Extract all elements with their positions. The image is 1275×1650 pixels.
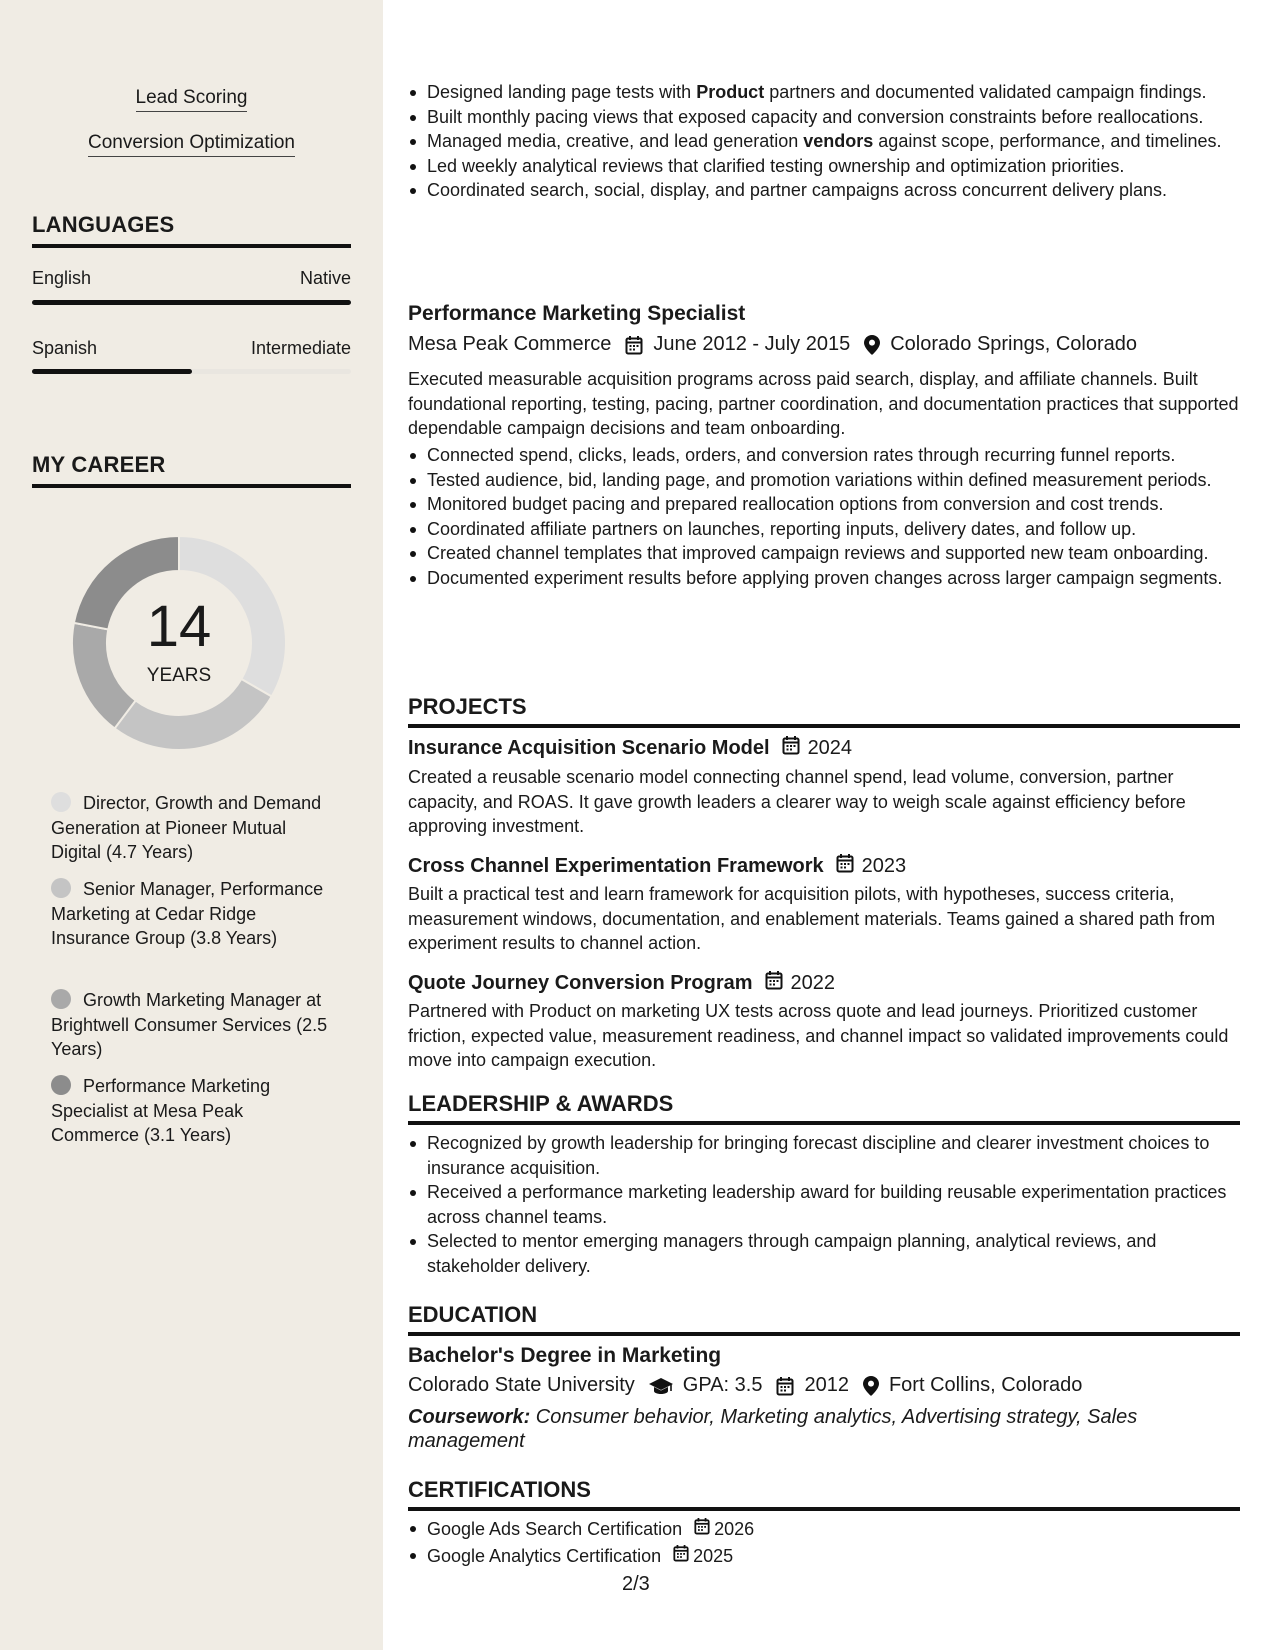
project-description: Built a practical test and learn framework for acquisition pilots, with hypotheses, success criteria, measurement windows, documentation, and enablement materials. Teams gained a shared path from experiment results to channel action. — [408, 884, 1216, 953]
bullet-item: Designed landing page tests with Product partners and documented validated campaign findings. — [408, 80, 1248, 105]
bullet-item: Built monthly pacing views that exposed capacity and conversion constraints before reallocations. — [408, 105, 1248, 130]
certification-year: 2025 — [693, 1546, 734, 1566]
career-total-years: 14 — [146, 594, 212, 659]
calendar-icon — [765, 970, 783, 996]
degree-title: Bachelor's Degree in Marketing — [408, 1344, 722, 1367]
bullet-item: Monitored budget pacing and prepared reallocation options from conversion and cost trends. — [408, 492, 1248, 517]
location-pin-icon — [864, 335, 880, 355]
project-description: Partnered with Product on marketing UX tests across quote and lead journeys. Prioritized customer friction, expected value, measurement readiness, and channel impact so validated improvements could move into campaign execution. — [408, 1001, 1229, 1070]
page-number: 2/3 — [622, 1573, 650, 1595]
job-title: Performance Marketing Specialist — [408, 302, 746, 325]
project-title: Quote Journey Conversion Program — [408, 971, 753, 994]
job-summary: Executed measurable acquisition programs across paid search, display, and affiliate channels. Built foundational reporting, testing, pacing, partner coordination, and documentation practices that supported dependable campaign decisions and team onboarding. — [408, 369, 1239, 438]
calendar-icon — [694, 1517, 710, 1542]
bullet-item: Created channel templates that improved campaign reviews and supported new team onboarding. — [408, 541, 1248, 566]
legend-swatch — [51, 989, 71, 1009]
certifications-heading: CERTIFICATIONS — [408, 1477, 1240, 1511]
education-heading: EDUCATION — [408, 1302, 1240, 1336]
certification-item — [408, 1544, 733, 1569]
job-company: Mesa Peak Commerce — [408, 333, 612, 355]
coursework-label: Coursework: — [408, 1406, 531, 1428]
career-legend-item: Director, Growth and Demand Generation at Pioneer Mutual Digital (4.7 Years) — [51, 793, 322, 862]
legend-swatch — [51, 792, 71, 812]
school-name: Colorado State University — [408, 1374, 635, 1396]
bullet-item: Coordinated affiliate partners on launches, reporting inputs, delivery dates, and follow up. — [408, 517, 1248, 542]
graduation-year: 2012 — [804, 1374, 849, 1396]
project-year: 2023 — [861, 854, 907, 877]
coursework-list: Consumer behavior, Marketing analytics, Advertising strategy, Sales management — [408, 1406, 1138, 1452]
certification-name: Google Analytics Certification — [427, 1546, 662, 1566]
language-proficiency-fill — [32, 300, 351, 305]
certification-item — [408, 1517, 754, 1542]
calendar-icon — [625, 335, 643, 355]
calendar-icon — [782, 735, 800, 761]
languages-heading: LANGUAGES — [32, 212, 351, 248]
bullet-item: Tested audience, bid, landing page, and promotion variations within defined measurement periods. — [408, 468, 1248, 493]
career-heading: MY CAREER — [32, 452, 351, 488]
career-legend-item: Growth Marketing Manager at Brightwell Consumer Services (2.5 Years) — [51, 990, 328, 1059]
bullet-item: Recognized by growth leadership for bringing forecast discipline and clearer investment choices to insurance acquisition. — [408, 1131, 1248, 1180]
bullet-item: Selected to mentor emerging managers through campaign planning, analytical reviews, and stakeholder delivery. — [408, 1229, 1248, 1278]
language-proficiency-bar — [32, 300, 351, 305]
project-year: 2022 — [790, 971, 836, 994]
language-name: English — [32, 268, 92, 288]
education-meta — [408, 1374, 1082, 1397]
project-description: Created a reusable scenario model connecting channel spend, lead volume, conversion, partner capacity, and ROAS. It gave growth leaders a clearer way to weigh scale against efficiency before approving investment. — [408, 767, 1186, 836]
bullet-item: Connected spend, clicks, leads, orders, and conversion rates through recurring funnel reports. — [408, 443, 1248, 468]
project-title-row — [408, 970, 835, 996]
graduation-cap-icon — [649, 1376, 673, 1396]
leadership-bullets — [408, 1131, 1248, 1278]
gpa: GPA: 3.5 — [682, 1374, 763, 1396]
skill-tag: Conversion Optimization — [0, 132, 383, 157]
coursework — [408, 1405, 1168, 1453]
sidebar — [0, 0, 383, 1650]
donut-segment — [115, 679, 272, 750]
legend-swatch — [51, 1075, 71, 1095]
calendar-icon — [673, 1544, 689, 1569]
language-proficiency-fill — [32, 369, 192, 374]
calendar-icon — [776, 1376, 794, 1396]
job-bullets — [408, 443, 1248, 590]
project-title: Insurance Acquisition Scenario Model — [408, 736, 770, 759]
certification-year: 2026 — [714, 1519, 755, 1539]
bullet-item: Led weekly analytical reviews that clarified testing ownership and optimization priorities. — [408, 154, 1248, 179]
language-level: Native — [299, 268, 351, 288]
job-dates: June 2012 - July 2015 — [653, 333, 851, 355]
language-level: Intermediate — [250, 338, 351, 358]
bullet-item: Coordinated search, social, display, and partner campaigns across concurrent delivery plans. — [408, 178, 1248, 203]
previous-job-bullets — [408, 80, 1248, 203]
project-title-row — [408, 853, 906, 879]
projects-heading: PROJECTS — [408, 694, 1240, 728]
language-name: Spanish — [32, 338, 98, 358]
calendar-icon — [836, 853, 854, 879]
career-legend-item: Performance Marketing Specialist at Mesa Peak Commerce (3.1 Years) — [51, 1076, 271, 1145]
career-years-label: YEARS — [146, 665, 212, 686]
legend-swatch — [51, 878, 71, 898]
language-row — [32, 268, 351, 289]
project-title-row — [408, 735, 852, 761]
job-meta — [408, 333, 1137, 356]
bullet-item: Received a performance marketing leadership award for building reusable experimentation practices across channel teams. — [408, 1180, 1248, 1229]
location-pin-icon — [863, 1376, 879, 1396]
language-row — [32, 338, 351, 359]
project-title: Cross Channel Experimentation Framework — [408, 854, 824, 877]
bullet-item: Managed media, creative, and lead generation vendors against scope, performance, and timelines. — [408, 129, 1248, 154]
project-year: 2024 — [807, 736, 853, 759]
bullet-item: Documented experiment results before applying proven changes across larger campaign segments. — [408, 566, 1248, 591]
certification-name: Google Ads Search Certification — [427, 1519, 683, 1539]
skill-tag: Lead Scoring — [0, 87, 383, 112]
job-location: Colorado Springs, Colorado — [890, 333, 1138, 355]
career-legend-item: Senior Manager, Performance Marketing at Cedar Ridge Insurance Group (3.8 Years) — [51, 879, 324, 948]
education-location: Fort Collins, Colorado — [888, 1374, 1083, 1396]
leadership-heading: LEADERSHIP & AWARDS — [408, 1091, 1240, 1125]
language-proficiency-bar — [32, 369, 351, 374]
